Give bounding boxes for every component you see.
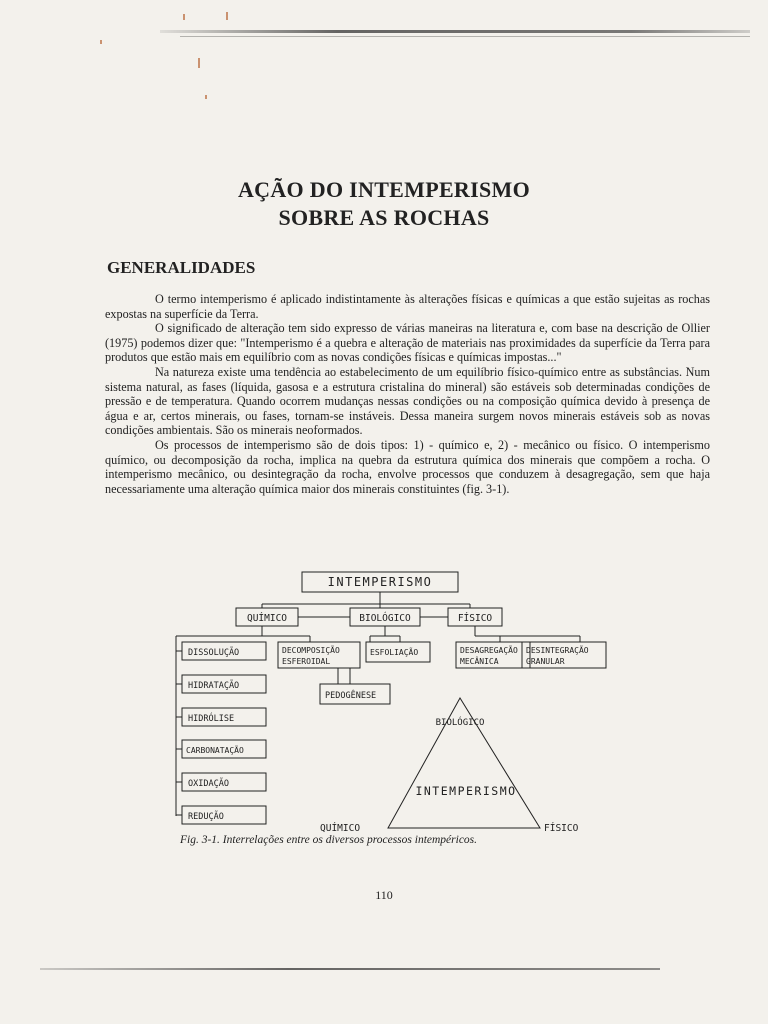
figure-caption: Fig. 3-1. Interrelações entre os diversos processos intempéricos.	[180, 834, 478, 846]
paragraph-2: O significado de alteração tem sido expresso de várias maneiras na literatura e, com base na descrição de Ollier (1975) podemos dizer que: "Intemperismo é a quebra e alteração de materiais nas proximidades da superfície da Terra para produtos que estão mais em equilíbrio com as novas condições físicas e químicas impostas..."	[105, 321, 710, 365]
label-mecanica: MECÂNICA	[460, 657, 499, 666]
paragraph-3: Na natureza existe uma tendência ao estabelecimento de um equilíbrio físico-químico entre as substâncias. Num sistema natural, as fases (líquida, gasosa e a estrutura cristalina do mineral) são estáveis sob determinadas condições de pressão e de temperatura. Quando ocorrem mudanças nessas condições ou na composição química devido à presença de água e ar, certos minerais, ou fases, tornam-se instáveis. Dessa maneira surgem novos minerais estáveis sob as novas condições ambientais. São os minerais neoformados.	[105, 364, 710, 438]
label-esferoidal: ESFEROIDAL	[282, 657, 331, 666]
label-hidratacao: HIDRATAÇÃO	[188, 681, 240, 691]
scan-speck	[205, 95, 207, 99]
label-oxidacao: OXIDAÇÃO	[188, 779, 229, 789]
scan-artifact-line	[160, 30, 750, 33]
label-tri-quimico: QUÍMICO	[320, 823, 361, 834]
scan-speck	[226, 12, 228, 20]
page-number: 110	[375, 888, 393, 902]
scan-speck	[198, 58, 200, 68]
label-tri-biologico: BIOLÓGICO	[435, 718, 485, 728]
label-biologico: BIOLÓGICO	[359, 613, 411, 624]
label-reducao: REDUÇÃO	[188, 812, 224, 822]
title-line-1: AÇÃO DO INTEMPERISMO	[237, 177, 530, 202]
scan-speck	[100, 40, 102, 44]
label-carbonatacao: CARBONATAÇÃO	[186, 746, 244, 755]
scan-speck	[183, 14, 185, 20]
label-granular: GRANULAR	[526, 657, 565, 666]
scan-artifact-line	[180, 36, 750, 37]
page-title	[0, 176, 768, 232]
label-decomposicao: DECOMPOSIÇÃO	[282, 646, 340, 655]
body-text	[105, 292, 710, 496]
label-quimico: QUÍMICO	[246, 613, 288, 624]
label-tri-intemperismo: INTEMPERISMO	[415, 784, 517, 798]
paragraph-4: Os processos de intemperismo são de dois tipos: 1) - químico e, 2) - mecânico ou físico. O intemperismo químico, ou decomposição da rocha, implica na quebra da estrutura química dos minerais que compõem a rocha. O intemperismo mecânico, ou desintegração da rocha, envolve processos que conduzem à desagregação, sem que haja necessariamente uma alteração química maior dos minerais constituintes (fig. 3-1).	[105, 437, 710, 496]
label-fisico: FÍSICO	[457, 613, 493, 624]
scan-artifact-line	[40, 968, 660, 970]
label-desintegracao: DESINTEGRAÇÃO	[526, 646, 589, 655]
label-tri-fisico: FÍSICO	[544, 823, 579, 834]
label-esfoliacao: ESFOLIAÇÃO	[370, 648, 419, 657]
section-heading: GENERALIDADES	[107, 258, 256, 277]
label-dissolucao: DISSOLUÇÃO	[188, 648, 240, 658]
title-line-2: SOBRE AS ROCHAS	[278, 205, 490, 230]
label-desagregacao: DESAGREGAÇÃO	[460, 646, 518, 655]
label-intemperismo: INTEMPERISMO	[327, 575, 433, 589]
weathering-diagram	[170, 570, 610, 840]
label-pedogenese: PEDOGÊNESE	[325, 691, 377, 701]
paragraph-1: O termo intemperismo é aplicado indistintamente às alterações físicas e químicas a que estão sujeitas as rochas expostas na superfície da Terra.	[105, 292, 710, 321]
label-hidrolise: HIDRÓLISE	[188, 714, 235, 724]
